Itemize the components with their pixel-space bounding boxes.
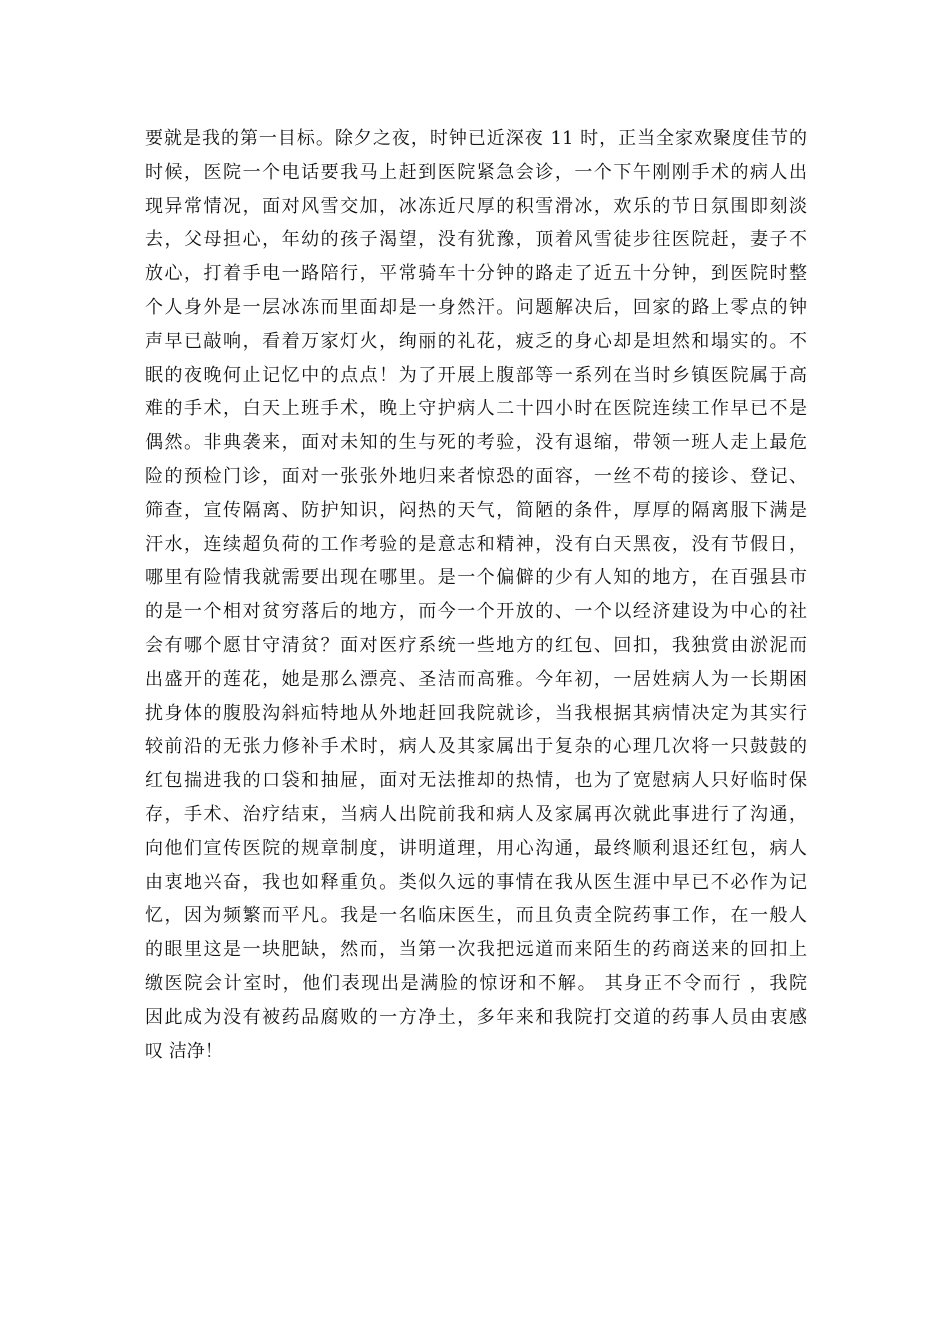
text-line: 汗水，连续超负荷的工作考验的是意志和精神，没有白天黑夜，没有节假日， (145, 533, 807, 555)
text-line: 扰身体的腹股沟斜疝特地从外地赶回我院就诊，当我根据其病情决定为其实行 (145, 702, 807, 724)
text-line: 筛查，宣传隔离、防护知识，闷热的天气，简陋的条件，厚厚的隔离服下满是 (145, 499, 807, 521)
text-line: 要就是我的第一目标。除夕之夜，时钟已近深夜 11 时，正当全家欢聚度佳节的 (145, 128, 807, 149)
text-line: 红包揣进我的口袋和抽屉，面对无法推却的热情，也为了宽慰病人只好临时保 (145, 770, 807, 792)
text-line: 向他们宣传医院的规章制度，讲明道理，用心沟通，最终顺利退还红包，病人 (145, 837, 807, 859)
text-line: 现异常情况，面对风雪交加，冰冻近尺厚的积雪滑冰，欢乐的节日氛围即刻淡 (145, 195, 807, 217)
text-line: 声早已敲响，看着万家灯火，绚丽的礼花，疲乏的身心却是坦然和塌实的。不 (145, 330, 807, 352)
text-line: 去，父母担心，年幼的孩子渴望，没有犹豫，顶着风雪徒步往医院赶，妻子不 (145, 229, 807, 251)
text-line: 缴医院会计室时，他们表现出是满脸的惊讶和不解。 其身正不令而行 ，我院 (145, 972, 807, 994)
text-line: 忆，因为频繁而平凡。我是一名临床医生，而且负责全院药事工作，在一般人 (145, 905, 807, 927)
body-text (145, 122, 807, 1068)
text-line: 时候，医院一个电话要我马上赶到医院紧急会诊，一个下午刚刚手术的病人出 (145, 161, 807, 183)
text-line: 眠的夜晚何止记忆中的点点！为了开展上腹部等一系列在当时乡镇医院属于高 (145, 364, 807, 386)
text-line: 的是一个相对贫穷落后的地方，而今一个开放的、一个以经济建设为中心的社 (145, 601, 807, 623)
text-line: 因此成为没有被药品腐败的一方净土，多年来和我院打交道的药事人员由衷感 (145, 1006, 807, 1028)
text-line: 哪里有险情我就需要出现在哪里。是一个偏僻的少有人知的地方，在百强县市 (145, 567, 807, 589)
text-line: 放心，打着手电一路陪行，平常骑车十分钟的路走了近五十分钟，到医院时整 (145, 263, 807, 285)
text-line: 的眼里这是一块肥缺，然而，当第一次我把远道而来陌生的药商送来的回扣上 (145, 939, 807, 961)
text-line: 出盛开的莲花，她是那么漂亮、圣洁而高雅。今年初，一居姓病人为一长期困 (145, 668, 807, 690)
text-line: 较前沿的无张力修补手术时，病人及其家属出于复杂的心理几次将一只鼓鼓的 (145, 736, 807, 758)
text-line: 个人身外是一层冰冻而里面却是一身然汗。问题解决后，回家的路上零点的钟 (145, 296, 807, 318)
text-line: 会有哪个愿甘守清贫？面对医疗系统一些地方的红包、回扣，我独赏由淤泥而 (145, 634, 807, 656)
text-line: 难的手术，白天上班手术，晚上守护病人二十四小时在医院连续工作早已不是 (145, 398, 807, 420)
text-line: 险的预检门诊，面对一张张外地归来者惊恐的面容，一丝不苟的接诊、登记、 (145, 465, 807, 487)
text-line: 存，手术、治疗结束，当病人出院前我和病人及家属再次就此事进行了沟通， (145, 803, 807, 825)
text-line: 偶然。非典袭来，面对未知的生与死的考验，没有退缩，带领一班人走上最危 (145, 432, 807, 454)
text-line: 叹 洁净！ (145, 1040, 223, 1062)
text-line: 由衷地兴奋，我也如释重负。类似久远的事情在我从医生涯中早已不必作为记 (145, 871, 807, 893)
